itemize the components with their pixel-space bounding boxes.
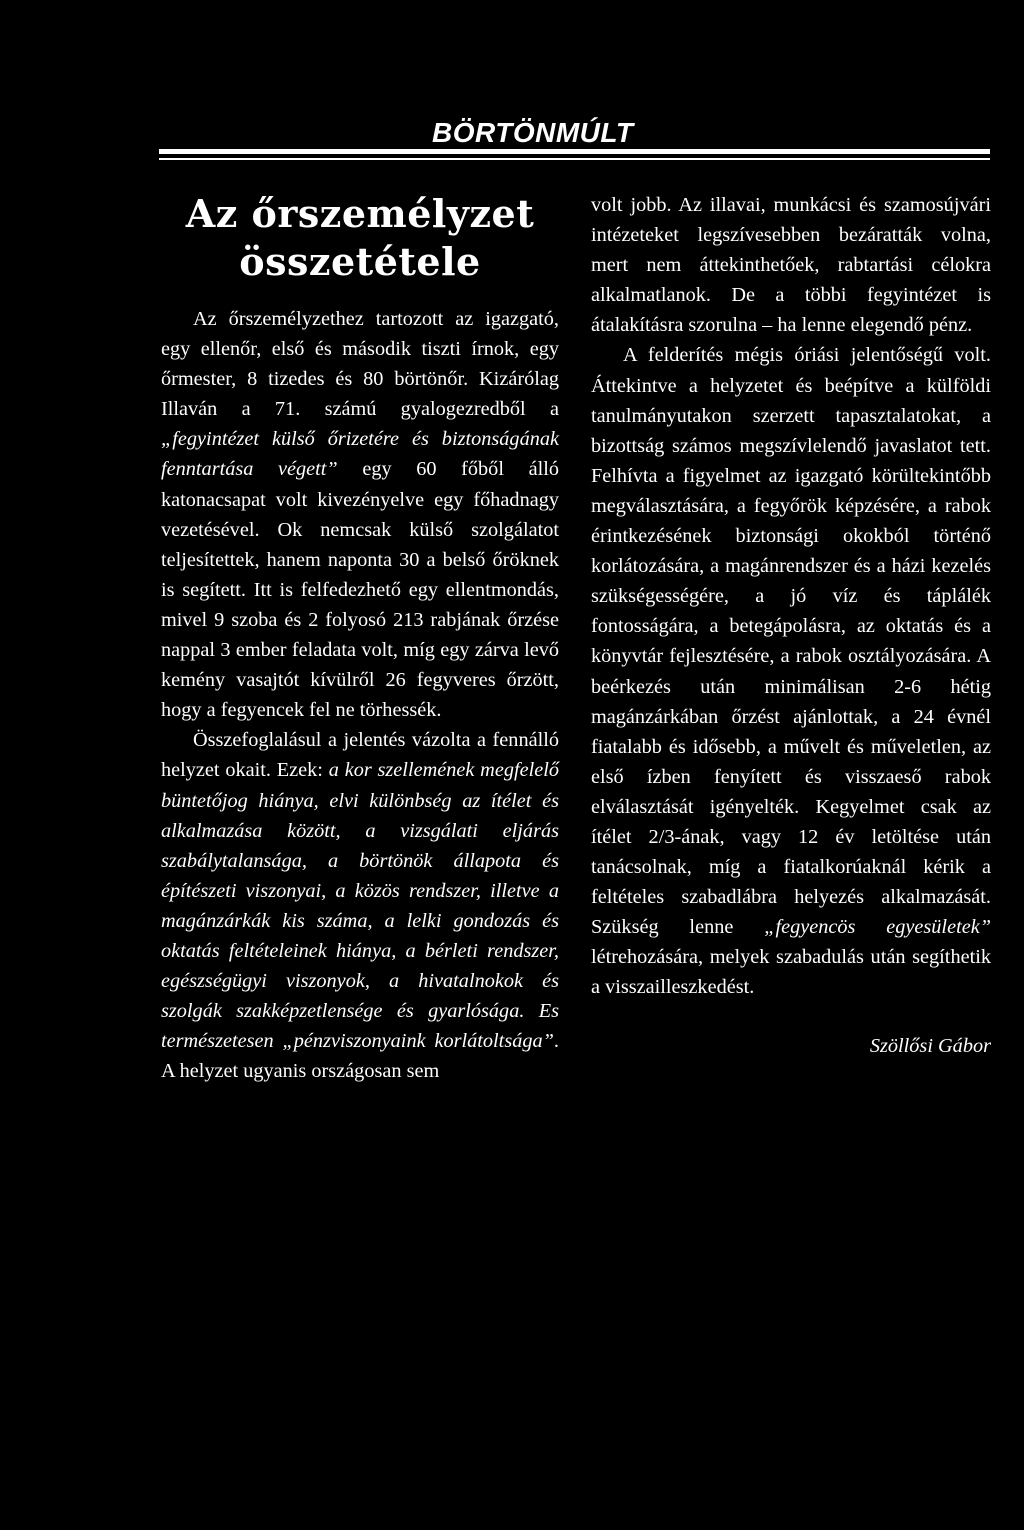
- left-p1-text: Az őrszemélyzethez tartozott az igazgató, egy ellenőr, első és második tiszti írnok, egy őrmester, 8 tizedes és 80 börtönőr. Kizárólag Illaván a 71. számú gyalogezredből a: [161, 308, 559, 421]
- left-p2-italic: a kor szellemének megfelelő büntetőjog hiánya, elvi különbség az ítélet és alkalmazása között, a vizsgálati eljárás szabálytalansága, a börtönök állapota és építészeti viszonyai, a közös rendszer, illetve a magánzárkák kis száma, a lelki gondozás és oktatás feltételeinek hiánya, a bérleti rendszer, egészségügyi viszonyok, a hivatalnokok és szolgák szakképzetlensége és gyarlósága. Es természetesen „pénzviszonyaink korlátoltsága”: [161, 759, 560, 1053]
- left-p2-end: . A helyzet ugyanis országosan sem: [161, 1030, 559, 1083]
- right-column: [591, 190, 991, 1061]
- left-p2-text: Összefoglalásul a jelentés vázolta a fennálló helyzet okait. Ezek:: [161, 729, 559, 782]
- left-p1-quote: „fegyintézet külső őrizetére és biztonságának fenntartása végett”: [161, 428, 559, 481]
- author-signature: Szöllősi Gábor: [869, 1034, 991, 1057]
- right-p2-quote: „fegyencös egyesületek”: [764, 916, 991, 939]
- right-paragraph-1: volt jobb. Az illavai, munkácsi és szamosújvári intézeteket legszívesebben bezáratták volna, mert nem áttekinthetőek, rabtartási célokra alkalmatlanok. De a többi fegyintézet is átalakításra szorulna – ha lenne elegendő pénz.: [591, 194, 991, 337]
- left-p1-end: egy 60 főből álló katonacsapat volt kivezényelve egy főhadnagy vezetésével. Ok nemcsak külső szolgálatot teljesítettek, hanem naponta 30 a belső őröknek is segített. Itt is felfedezhető egy ellentmondás, mivel 9 szoba és 2 folyosó 213 rabjának őrzése nappal 3 ember feladata volt, míg egy zárva levő kemény vasajtót kívülről 26 fegyveres őrzött, hogy a fegyencek fel ne törhessék.: [161, 458, 559, 722]
- left-paragraph-1: [161, 304, 559, 725]
- left-paragraph-2: [161, 725, 559, 1086]
- right-p2-text: A felderítés mégis óriási jelentőségű volt. Áttekintve a helyzetet és beépítve a külföldi tanulmányutakon szerzett tapasztalatokat, a bizottság számos megszívlelendő javaslatot tett. Felhívta a figyelmet az igazgató körültekintőbb megválasztására, a fegyőrök képzésére, a rabok érintkezésének biztonsági okokból történő korlátozására, a magánrendszer és a házi kezelés szükségességére, a jó víz és táplálék fontosságára, a betegápolásra, az oktatás és a könyvtár fejlesztésére, a rabok osztályozására. A beérkezés után minimálisan 2-6 hétig magánzárkában őrzést ajánlottak, a 24 évnél fiatalabb és idősebb, a művelt és műveletlen, az első ízben fenyített és visszaeső rabok elválasztását igényelték. Kegyelmet csak az ítélet 2/3-ának, vagy 12 év letöltése után tanácsolnak, míg a fiatalkorúaknál kérik a feltételes szabadlábra helyezés alkalmazását. Szükség lenne: [591, 344, 991, 939]
- left-column: [161, 190, 559, 1086]
- header-rule-thick: [159, 149, 990, 154]
- right-paragraph-2: [591, 340, 991, 1002]
- right-p2-end: létrehozására, melyek szabadulás után segíthetik a visszailleszkedést.: [591, 946, 991, 999]
- article-headline: Az őrszemélyzet összetétele: [185, 191, 535, 284]
- header-rule-thin: [159, 158, 990, 160]
- section-title: BÖRTÖNMÚLT: [432, 117, 634, 148]
